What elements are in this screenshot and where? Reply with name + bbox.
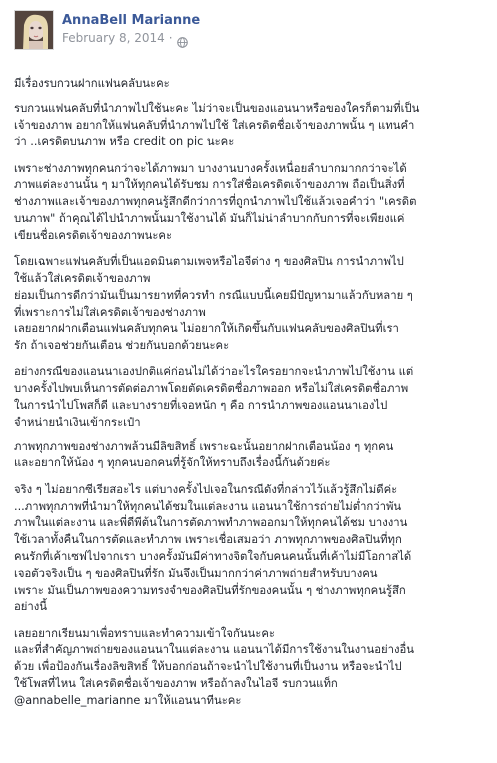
post-paragraph: ภาพทุกภาพของช่างภาพล้วนมีลิขสิทธิ์ เพราะฉะนั้นอยากฝากเตือนน้อง ๆ ทุกคน และอยากให้น้อง ๆ ทุกคนบอกคนที่รู้จักให้ทราบถึงเรื่องนี้กันด้วยค่ะ bbox=[14, 439, 394, 470]
post-meta bbox=[62, 10, 200, 46]
post-paragraph: มีเรื่องรบกวนฝากแฟนคลับนะคะ bbox=[14, 77, 170, 90]
post-paragraph: เลยอยากเรียนมาเพื่อทราบและทำความเข้าใจกันนะคะ และที่สำคัญภาพถ่ายของแอนนาในแต่ละงาน แอนนาได้มีการใช้งานในงานอย่างอื่น ด้วย เพื่อป้องกันเรื่องลิขสิทธิ์ ให้บอกก่อนถ้าจะนำไปใช้งานที่เป็นงาน หรือจะนำไป ใช้โพสที่ไหน ใส่เครดิตชื่อเจ้าของภาพ หรือถ้าลงในไอจี รบกวนแท็ก @annabelle_marianne มาให้แอนนาทีนะคะ bbox=[14, 626, 415, 707]
post-date[interactable]: February 8, 2014 bbox=[62, 31, 165, 45]
post-date-row bbox=[62, 31, 200, 46]
post-paragraph: อย่างกรณีของแอนนาเองปกติแค่ก่อนไม่ได้ว่าอะไรใครอยากจะนำภาพไปใช้งาน แต่ บางครั้งไปพบเห็นการตัดต่อภาพโดยตัดเครดิตชื่อภาพออก หรือไม่ใส่เครดิตชื่อภาพ ในการนำไปโพสก็ดี และบางรายที่เจอหนัก ๆ คือ การนำภาพของแอนนาเองไป จำหน่ายนำเงินเข้ากระเป๋า bbox=[14, 365, 414, 429]
post-paragraph: จริง ๆ ไม่อยากซีเรียสอะไร แต่บางครั้งไปเจอในกรณีดังที่กล่าวไว้แล้วรู้สึกไม่ดีค่ะ ...ภาพทุกภาพที่นำมาให้ทุกคนได้ชมในแต่ละงาน แอนนาใช้การถ่ายไม่ต่ำกว่าพัน ภาพในแต่ละงาน และพี่ดีพีต้นในการตัดภาพทำภาพออกมาให้ทุกคนได้ชม บางงาน ใช้เวลาทั้งคืนในการตัดและทำภาพ เพราะเชื่อเสมอว่า ภาพทุกภาพของศิลปินที่ทุก คนรักที่เค้าเซฟไปจากเรา บางครั้งมันมีค่าทางจิตใจกับคนคนนั้นที่เค้าไม่มีโอกาสได้ เจอตัวจริงเป็น ๆ ของศิลปินที่รัก มันจึงเป็นมากกว่าค่าภาพถ่ายสำหรับบางคน เพราะ มันเป็นภาพของความทรงจำของศิลปินที่รักของคนนั้น ๆ ช่างภาพทุกคนรู้สึก อย่างนี้ bbox=[14, 482, 412, 614]
separator-dot: · bbox=[168, 31, 173, 45]
avatar[interactable] bbox=[14, 10, 54, 50]
author-name[interactable]: AnnaBell Marianne bbox=[62, 13, 201, 28]
post-paragraph: เพราะช่างภาพทุกคนกว่าจะได้ภาพมา บางงานบางครั้งเหนื่อยลำบากมากกว่าจะได้ ภาพแต่ละงานนั้น ๆ มาให้ทุกคนได้รับชม การใส่ชื่อเครดิตเจ้าของภาพ ถือเป็นสิ่งที่ ช่างภาพและเจ้าของภาพทุกคนรู้สึกดีกว่าการที่ถูกนำภาพไปใช้แล้วเจอคำว่า "เครดิต บนภาพ" ถ้าคุณได้ไปนำภาพนั้นมาใช้งานได้ มันก็ไม่น่าลำบากกับการที่จะเพียงแค่ เขียนชื่อเครดิตเจ้าของภาพนะคะ bbox=[14, 161, 417, 242]
avatar-photo-icon bbox=[15, 11, 54, 50]
post-paragraph: โดยเฉพาะแฟนคลับที่เป็นแอดมินตามเพจหรือไอจีต่าง ๆ ของศิลปิน การนำภาพไป ใช้แล้วใส่เครดิตเจ้าของภาพ ย่อมเป็นการดีกว่ามันเป็นมารยาทที่ควรทำ กรณีแบบนี้เคยมีปัญหามาแล้วกับหลาย ๆ ที่เพราะการไม่ใส่เครดิตเจ้าของช่างภาพ เลยอยากฝากเตือนแฟนคลับทุกคน ไม่อยากให้เกิดขึ้นกับแฟนคลับของศิลปินที่เรา รัก ถ้าเจอช่วยกันเตือน ช่วยกันบอกด้วยนะคะ bbox=[14, 255, 413, 353]
post-header bbox=[14, 10, 487, 56]
globe-icon[interactable] bbox=[177, 33, 188, 44]
post-body bbox=[14, 76, 487, 710]
post-paragraph: รบกวนแฟนคลับที่นำภาพไปใช้นะคะ ไม่ว่าจะเป็นของแอนนาหรือของใครก็ตามที่เป็น เจ้าของภาพ อยากให้แฟนคลับที่นำภาพไปใช้ ใส่เครดิตชื่อเจ้าของภาพนั้น ๆ แทนคำ ว่า ..เครดิตบนภาพ หรือ credit on pic นะคะ bbox=[14, 101, 420, 149]
